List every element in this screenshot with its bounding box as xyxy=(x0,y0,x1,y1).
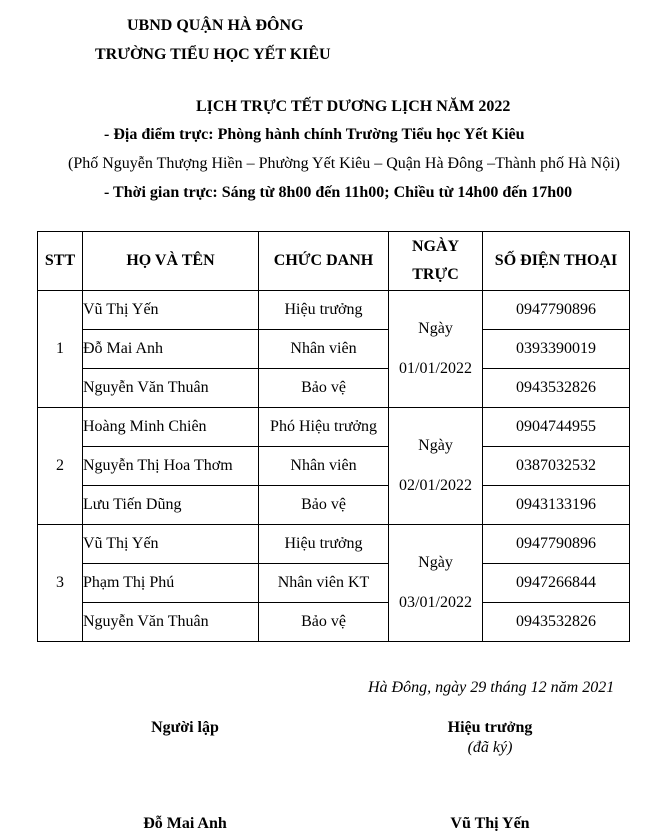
duty-address: (Phố Nguyễn Thượng Hiền – Phường Yết Kiêu – Quận Hà Đông –Thành phố Hà Nội) xyxy=(68,155,620,172)
org-line-1: UBND QUẬN HÀ ĐÔNG xyxy=(127,17,304,34)
table-row xyxy=(38,603,630,642)
phone-cell: 0387032532 xyxy=(483,447,630,486)
header-day-line-2: TRỰC xyxy=(412,266,459,283)
title-cell: Bảo vệ xyxy=(259,369,389,408)
table-row xyxy=(38,525,630,564)
phone-cell: 0947790896 xyxy=(483,525,630,564)
principal-label: Hiệu trưởng xyxy=(447,719,533,736)
name-cell: Nguyễn Văn Thuân xyxy=(83,369,259,408)
name-cell: Vũ Thị Yến xyxy=(83,291,259,330)
header-phone: SỐ ĐIỆN THOẠI xyxy=(483,232,630,291)
title-cell: Nhân viên xyxy=(259,330,389,369)
title-cell: Hiệu trưởng xyxy=(259,291,389,330)
signed-note: (đã ký) xyxy=(467,739,513,756)
date-place: Hà Đông, ngày 29 tháng 12 năm 2021 xyxy=(368,679,615,696)
duty-location: - Địa điểm trực: Phòng hành chính Trường Tiểu học Yết Kiêu xyxy=(104,126,525,143)
phone-cell: 0943532826 xyxy=(483,603,630,642)
title-cell: Nhân viên KT xyxy=(259,564,389,603)
name-cell: Nguyễn Văn Thuân xyxy=(83,603,259,642)
document-title: LỊCH TRỰC TẾT DƯƠNG LỊCH NĂM 2022 xyxy=(196,98,511,115)
header-day xyxy=(389,232,483,291)
duty-day-cell xyxy=(389,408,483,525)
table-row xyxy=(38,408,630,447)
table-header-row xyxy=(38,232,630,291)
table-row xyxy=(38,369,630,408)
title-cell: Phó Hiệu trưởng xyxy=(259,408,389,447)
stt-cell: 3 xyxy=(38,525,83,642)
header-name: HỌ VÀ TÊN xyxy=(83,232,259,291)
preparer-label: Người lập xyxy=(151,719,219,736)
name-cell: Đỗ Mai Anh xyxy=(83,330,259,369)
title-cell: Bảo vệ xyxy=(259,486,389,525)
duty-day-cell xyxy=(389,291,483,408)
day-label: Ngày xyxy=(418,437,453,454)
header-day-line-1: NGÀY xyxy=(411,238,460,255)
phone-cell: 0943133196 xyxy=(483,486,630,525)
phone-cell: 0904744955 xyxy=(483,408,630,447)
phone-cell: 0947790896 xyxy=(483,291,630,330)
header-stt: STT xyxy=(38,232,83,291)
title-cell: Bảo vệ xyxy=(259,603,389,642)
table-row xyxy=(38,486,630,525)
org-line-2: TRƯỜNG TIỂU HỌC YẾT KIÊU xyxy=(95,46,331,63)
name-cell: Hoàng Minh Chiên xyxy=(83,408,259,447)
phone-cell: 0943532826 xyxy=(483,369,630,408)
name-cell: Vũ Thị Yến xyxy=(83,525,259,564)
name-cell: Lưu Tiến Dũng xyxy=(83,486,259,525)
table-row xyxy=(38,330,630,369)
name-cell: Phạm Thị Phú xyxy=(83,564,259,603)
name-cell: Nguyễn Thị Hoa Thơm xyxy=(83,447,259,486)
table-row xyxy=(38,564,630,603)
stt-cell: 2 xyxy=(38,408,83,525)
table-row xyxy=(38,447,630,486)
phone-cell: 0947266844 xyxy=(483,564,630,603)
day-label: Ngày xyxy=(418,554,453,571)
duty-date: 02/01/2022 xyxy=(399,477,472,494)
duty-day-cell xyxy=(389,525,483,642)
duty-schedule-table xyxy=(37,231,630,642)
duty-date: 03/01/2022 xyxy=(399,594,472,611)
stt-cell: 1 xyxy=(38,291,83,408)
title-cell: Hiệu trưởng xyxy=(259,525,389,564)
duty-date: 01/01/2022 xyxy=(399,360,472,377)
phone-cell: 0393390019 xyxy=(483,330,630,369)
title-cell: Nhân viên xyxy=(259,447,389,486)
header-title: CHỨC DANH xyxy=(259,232,389,291)
duty-time: - Thời gian trực: Sáng từ 8h00 đến 11h00; Chiều từ 14h00 đến 17h00 xyxy=(104,184,573,201)
preparer-name: Đỗ Mai Anh xyxy=(143,815,227,832)
table-row xyxy=(38,291,630,330)
principal-name: Vũ Thị Yến xyxy=(450,815,530,832)
day-label: Ngày xyxy=(418,320,453,337)
